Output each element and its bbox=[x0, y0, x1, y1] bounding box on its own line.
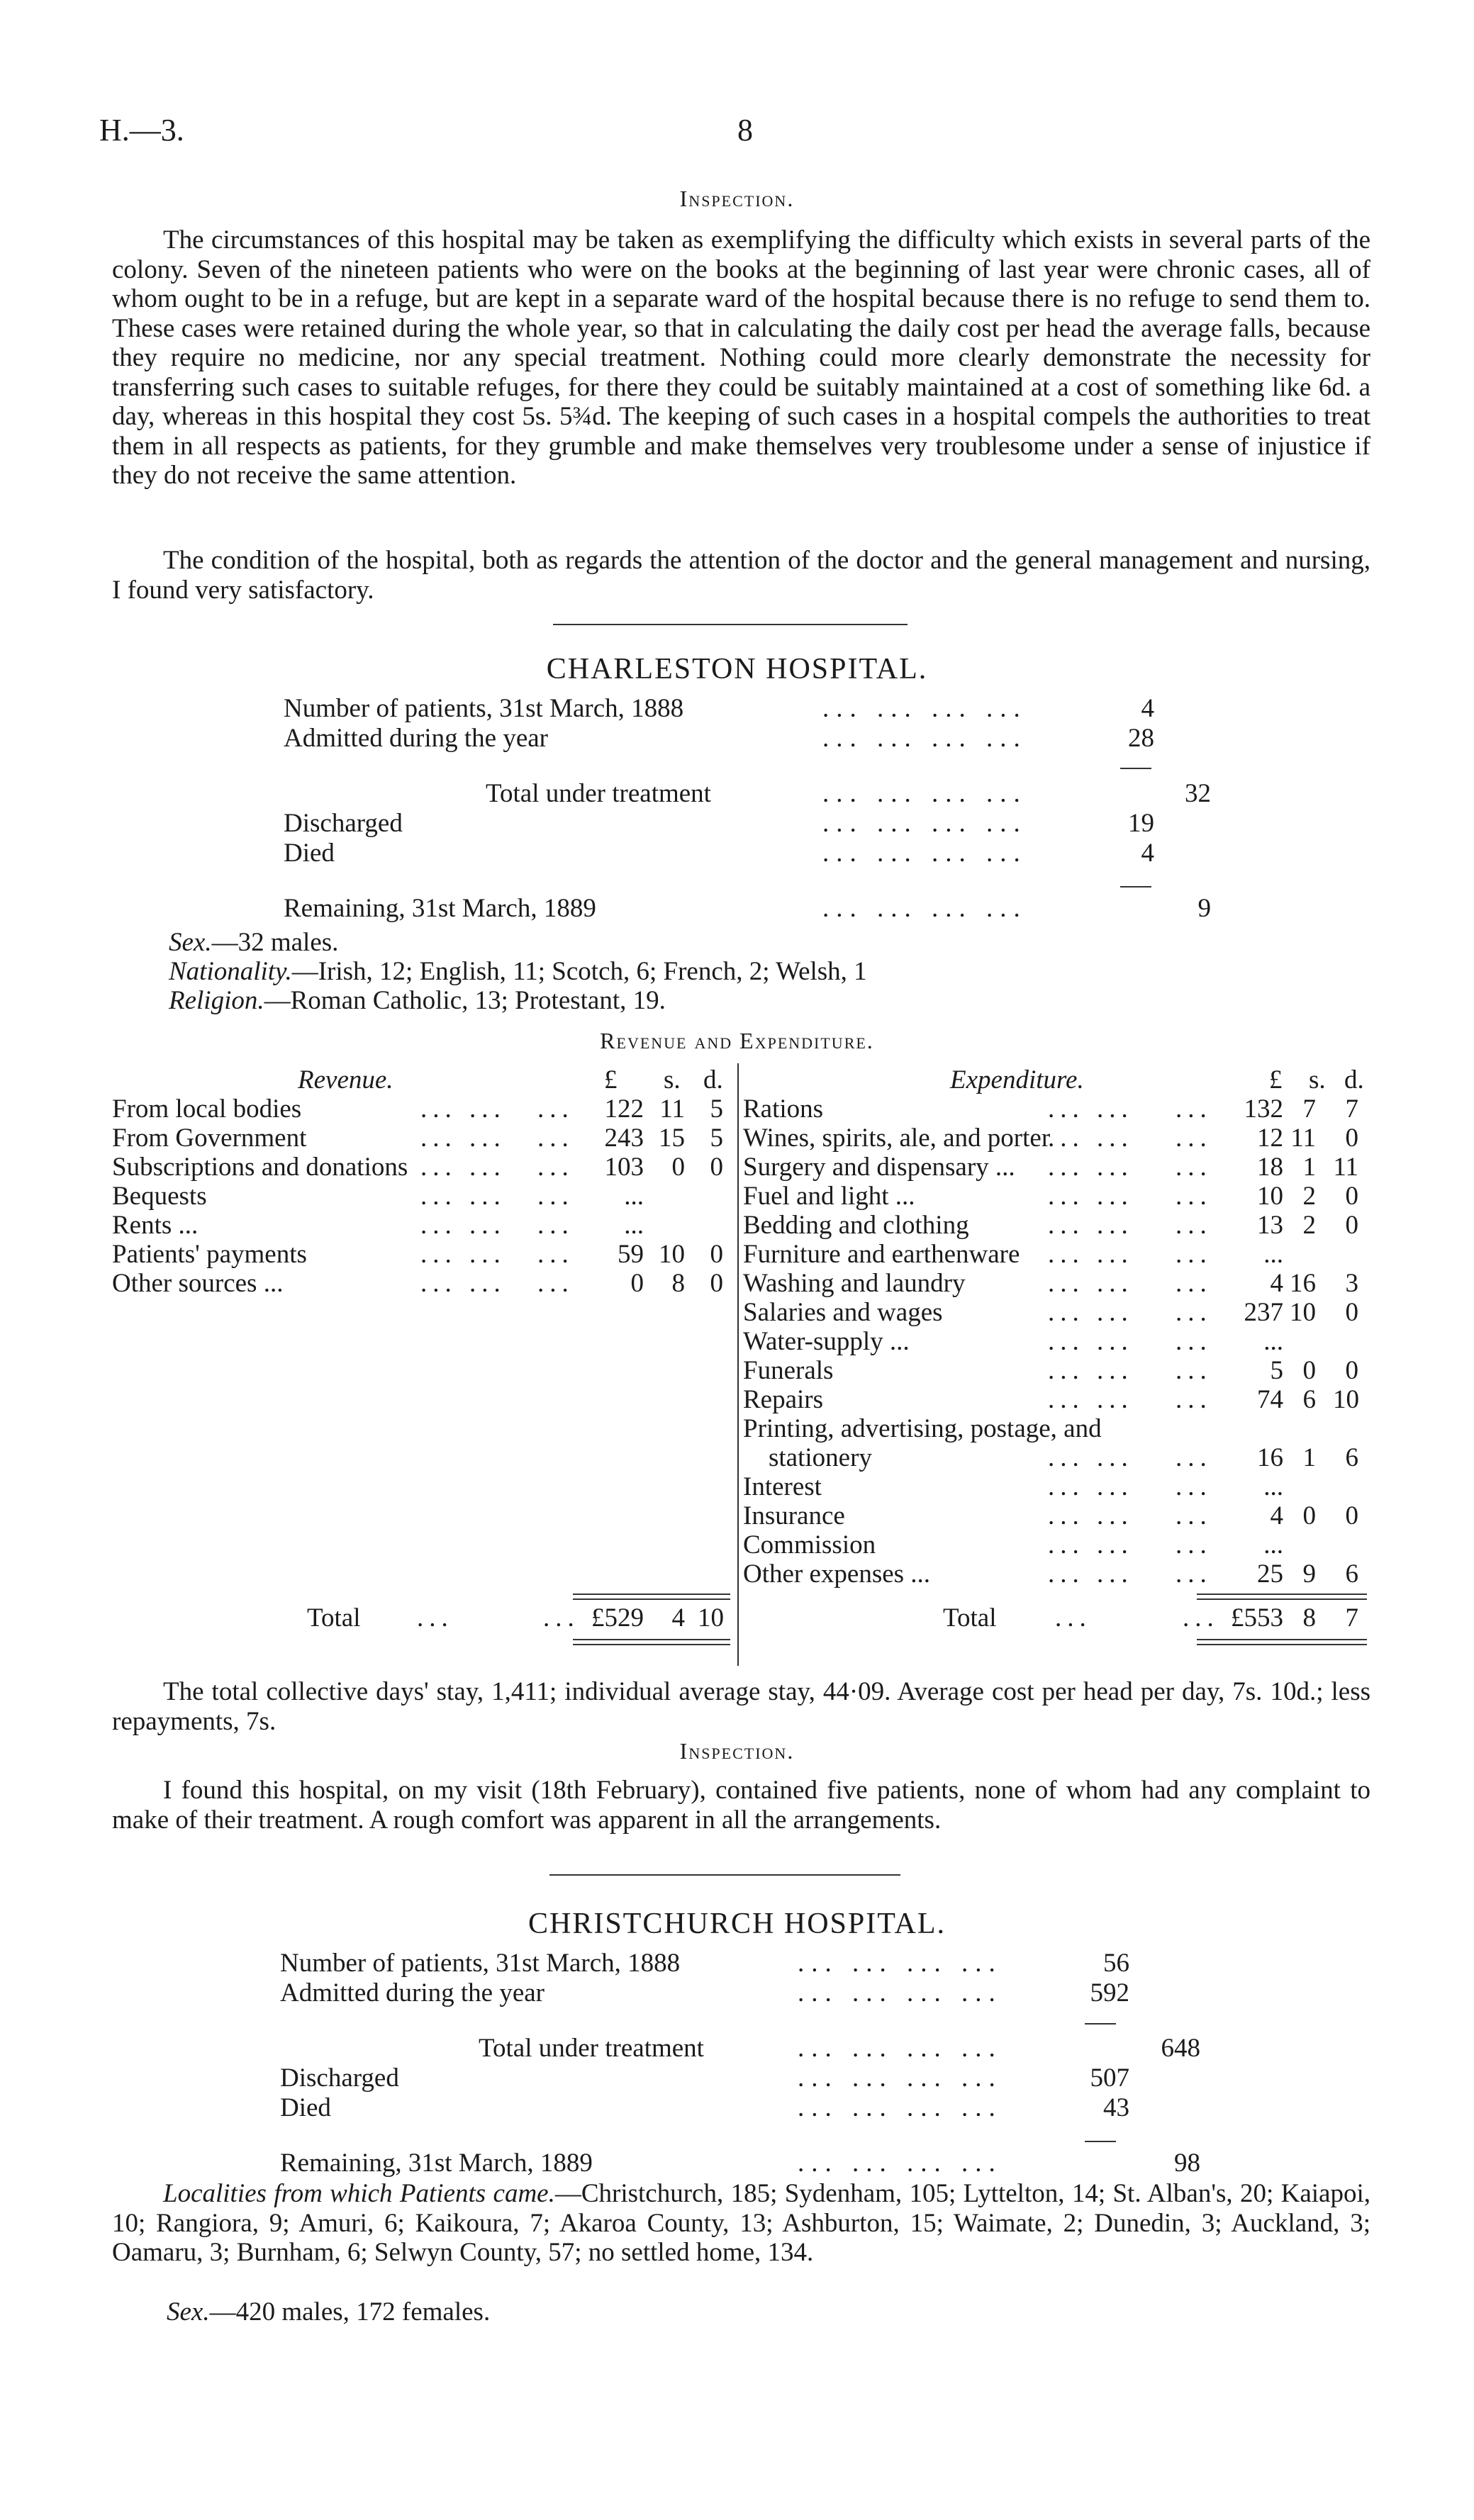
stat-row bbox=[284, 778, 1211, 810]
sum-rule bbox=[1085, 2023, 1116, 2025]
sex-label: Sex. bbox=[167, 2297, 210, 2326]
amount-pounds: 10 bbox=[1257, 1182, 1283, 1211]
revenue-row bbox=[112, 1153, 722, 1182]
expenditure-label: Interest bbox=[743, 1472, 822, 1501]
leader-dots: ... bbox=[537, 1094, 574, 1124]
amount-shillings: 2 bbox=[1302, 1182, 1316, 1211]
stat-row bbox=[280, 2093, 1202, 2124]
leader-dots: ... ... bbox=[420, 1153, 506, 1182]
christchurch-title: CHRISTCHURCH HOSPITAL. bbox=[527, 1908, 947, 1940]
charleston-religion bbox=[169, 985, 666, 1016]
amount-pence: 7 bbox=[1345, 1603, 1358, 1633]
amount-shillings: 15 bbox=[659, 1124, 685, 1153]
leader-dots: ... bbox=[537, 1211, 574, 1240]
revenue-label: From local bodies bbox=[112, 1094, 302, 1124]
leader-dots: ... bbox=[1176, 1298, 1212, 1327]
christchurch-sex bbox=[167, 2297, 490, 2327]
expenditure-label: Furniture and earthenware bbox=[743, 1240, 1020, 1269]
expenditure-label: Repairs bbox=[743, 1385, 824, 1414]
leader-dots: ... bbox=[1176, 1385, 1212, 1414]
leader-dots: ... ... bbox=[420, 1211, 506, 1240]
leader-dots: ... ... ... ... bbox=[798, 2034, 1003, 2063]
leader-dots: ... ... ... ... bbox=[798, 2149, 1003, 2178]
amount-pence: 0 bbox=[710, 1153, 723, 1182]
amount-pence: 0 bbox=[710, 1240, 723, 1269]
sex-value: —420 males, 172 females. bbox=[209, 2297, 491, 2326]
stat-row bbox=[284, 723, 1205, 754]
expenditure-row bbox=[743, 1559, 1367, 1589]
stat-row bbox=[280, 2063, 1202, 2094]
leader-dots: ... ... ... ... bbox=[798, 2063, 1003, 2093]
revenue-heading: Revenue. bbox=[298, 1065, 393, 1094]
expenditure-label: Washing and laundry bbox=[743, 1269, 966, 1298]
amount-pounds: ... bbox=[1263, 1240, 1283, 1269]
sum-rule bbox=[1120, 768, 1151, 769]
amount-shillings: 4 bbox=[671, 1603, 685, 1633]
expenditure-row bbox=[743, 1472, 1367, 1501]
total-label: Total bbox=[307, 1603, 361, 1633]
expenditure-total-rule-bottom bbox=[1197, 1639, 1367, 1645]
stat-label: Total under treatment bbox=[479, 2034, 704, 2063]
amount-shillings: 11 bbox=[659, 1094, 685, 1124]
revenue-label: Other sources ... bbox=[112, 1269, 284, 1298]
revenue-label: From Government bbox=[112, 1124, 307, 1153]
revenue-row bbox=[112, 1124, 722, 1153]
amount-shillings: 9 bbox=[1302, 1559, 1316, 1589]
charleston-inspection-paragraph: I found this hospital, on my visit (18th February), contained five patients, none of whom had any complaint to make of their treatment. A rough comfort was apparent in all the arrangements. bbox=[112, 1776, 1370, 1835]
revenue-expenditure-divider bbox=[737, 1063, 739, 1666]
stat-label: Died bbox=[280, 2093, 331, 2122]
amount-shillings: 8 bbox=[1302, 1603, 1316, 1633]
amount-pounds: 25 bbox=[1257, 1559, 1283, 1589]
amount-pence: 0 bbox=[1345, 1298, 1358, 1327]
stat-value: 19 bbox=[1128, 809, 1154, 838]
charleston-inspection-heading: Inspection. bbox=[679, 1738, 795, 1764]
leader-dots: ... ... ... ... bbox=[822, 779, 1027, 808]
revenue-shilling-header: s. bbox=[664, 1065, 681, 1094]
religion-value: —Roman Catholic, 13; Protestant, 19. bbox=[264, 986, 666, 1015]
page-reference: H.—3. bbox=[99, 113, 184, 147]
expenditure-row bbox=[743, 1501, 1367, 1530]
amount-pence: 10 bbox=[1333, 1385, 1359, 1414]
leader-dots: ... ... bbox=[1048, 1240, 1134, 1269]
amount-pounds: ... bbox=[624, 1211, 644, 1240]
leader-dots: ... ... bbox=[1048, 1501, 1134, 1530]
stat-label: Discharged bbox=[284, 809, 403, 838]
expenditure-label: Salaries and wages bbox=[743, 1298, 943, 1327]
leader-dots: ... ... bbox=[1048, 1298, 1134, 1327]
stat-total: 98 bbox=[1174, 2149, 1200, 2178]
amount-pence: 7 bbox=[1345, 1094, 1358, 1124]
revenue-label: Rents ... bbox=[112, 1211, 199, 1240]
leader-dots: ... bbox=[537, 1124, 574, 1153]
amount-pounds: 5 bbox=[1270, 1356, 1283, 1385]
stat-value: 592 bbox=[1090, 1978, 1129, 2007]
leader-dots: ... bbox=[1176, 1124, 1212, 1153]
amount-pounds: 237 bbox=[1244, 1298, 1283, 1327]
localities-value: —Christchurch, 185; Sydenham, 105; Lyttelton, 14; St. Alban's, 20; Kaiapoi, 10; Rangiora, 9; Amuri, 6; Kaikoura, 7; Akaroa County, 13; Ashburton, 15; Waimate, 2; Dunedin, 3; Auckland, 3; Oamaru, 3; Burnham, 6; Selwyn County, 57; no settled home, 134. bbox=[112, 2179, 1370, 2267]
amount-pence: 10 bbox=[698, 1603, 724, 1633]
amount-pounds: 13 bbox=[1257, 1211, 1283, 1240]
leader-dots: ... bbox=[1183, 1603, 1219, 1633]
revenue-pence-header: d. bbox=[703, 1065, 723, 1094]
revenue-expenditure-heading: Revenue and Expenditure. bbox=[600, 1028, 874, 1053]
amount-pence: 0 bbox=[1345, 1501, 1358, 1530]
revenue-row bbox=[112, 1211, 722, 1240]
expenditure-row bbox=[743, 1356, 1367, 1385]
leader-dots: ... bbox=[543, 1603, 580, 1633]
expenditure-row bbox=[743, 1269, 1367, 1298]
stat-label: Discharged bbox=[280, 2063, 399, 2093]
expenditure-row bbox=[743, 1327, 1367, 1356]
amount-shillings: 10 bbox=[1290, 1298, 1316, 1327]
stat-row bbox=[284, 808, 1205, 839]
stat-total: 648 bbox=[1161, 2034, 1200, 2063]
revenue-row bbox=[112, 1182, 722, 1211]
stat-row bbox=[280, 2033, 1202, 2064]
revenue-label: Subscriptions and donations bbox=[112, 1153, 408, 1182]
amount-pounds: 74 bbox=[1257, 1385, 1283, 1414]
amount-pence: 0 bbox=[1345, 1211, 1358, 1240]
amount-pence: 0 bbox=[1345, 1124, 1358, 1153]
stat-value: 56 bbox=[1103, 1949, 1129, 1978]
amount-pounds: 122 bbox=[604, 1094, 644, 1124]
expenditure-row bbox=[743, 1240, 1367, 1269]
expenditure-row bbox=[743, 1298, 1367, 1327]
revenue-label: Patients' payments bbox=[112, 1240, 307, 1269]
religion-label: Religion. bbox=[169, 986, 264, 1015]
leader-dots: ... ... bbox=[420, 1182, 506, 1211]
leader-dots: ... ... ... ... bbox=[798, 2093, 1003, 2122]
leader-dots: ... ... bbox=[1048, 1094, 1134, 1124]
expenditure-label: Printing, advertising, postage, and bbox=[743, 1414, 1102, 1443]
charleston-sex bbox=[169, 927, 338, 958]
amount-shillings: 10 bbox=[659, 1240, 685, 1269]
leader-dots: ... ... bbox=[1048, 1269, 1134, 1298]
expenditure-row bbox=[743, 1124, 1367, 1153]
amount-pence: 3 bbox=[1345, 1269, 1358, 1298]
stat-row bbox=[280, 1948, 1202, 1979]
expenditure-row bbox=[743, 1211, 1367, 1240]
leader-dots: ... ... bbox=[1048, 1124, 1134, 1153]
expenditure-label: Water-supply ... bbox=[743, 1327, 910, 1356]
amount-pence: 0 bbox=[710, 1269, 723, 1298]
expenditure-row bbox=[743, 1443, 1367, 1472]
stat-value: 28 bbox=[1128, 724, 1154, 753]
leader-dots: ... bbox=[1176, 1443, 1212, 1472]
leader-dots: ... ... bbox=[420, 1124, 506, 1153]
leader-dots: ... bbox=[1176, 1211, 1212, 1240]
total-label: Total bbox=[943, 1603, 997, 1633]
amount-pounds: 0 bbox=[630, 1269, 644, 1298]
amount-shillings: 0 bbox=[1302, 1356, 1316, 1385]
expenditure-label: Insurance bbox=[743, 1501, 845, 1530]
sum-rule bbox=[1085, 2141, 1116, 2142]
leader-dots: ... bbox=[537, 1153, 574, 1182]
amount-pence: 6 bbox=[1345, 1559, 1358, 1589]
stat-label: Number of patients, 31st March, 1888 bbox=[280, 1949, 681, 1978]
leader-dots: ... bbox=[1176, 1153, 1212, 1182]
expenditure-pound-header: £ bbox=[1269, 1065, 1283, 1094]
amount-shillings: 8 bbox=[671, 1269, 685, 1298]
stat-row bbox=[280, 1978, 1202, 2009]
expenditure-label: stationery bbox=[769, 1443, 872, 1472]
amount-pounds: £553 bbox=[1231, 1603, 1283, 1633]
expenditure-row bbox=[743, 1385, 1367, 1414]
stat-value: 4 bbox=[1141, 694, 1154, 723]
charleston-stay-paragraph: The total collective days' stay, 1,411; individual average stay, 44·09. Average cost per head per day, 7s. 10d.; less repayments, 7s. bbox=[112, 1677, 1370, 1736]
leader-dots: ... ... bbox=[1048, 1182, 1134, 1211]
revenue-row bbox=[112, 1269, 722, 1298]
expenditure-label: Surgery and dispensary ... bbox=[743, 1153, 1015, 1182]
amount-pounds: 18 bbox=[1257, 1153, 1283, 1182]
amount-shillings: 2 bbox=[1302, 1211, 1316, 1240]
leader-dots: ... bbox=[417, 1603, 454, 1633]
nationality-label: Nationality. bbox=[169, 957, 292, 986]
amount-shillings: 16 bbox=[1290, 1269, 1316, 1298]
amount-pounds: ... bbox=[1263, 1472, 1283, 1501]
amount-pounds: 12 bbox=[1257, 1124, 1283, 1153]
leader-dots: ... bbox=[1176, 1240, 1212, 1269]
leader-dots: ... ... bbox=[1048, 1530, 1134, 1559]
stat-label: Admitted during the year bbox=[280, 1978, 545, 2007]
stat-label: Total under treatment bbox=[486, 779, 711, 808]
leader-dots: ... bbox=[1176, 1356, 1212, 1385]
leader-dots: ... ... bbox=[1048, 1472, 1134, 1501]
amount-pounds: 59 bbox=[618, 1240, 644, 1269]
leader-dots: ... ... bbox=[1048, 1327, 1134, 1356]
section-divider-2 bbox=[549, 1874, 900, 1876]
stat-label: Admitted during the year bbox=[284, 724, 548, 753]
inspection-paragraph-1: The circumstances of this hospital may be taken as exemplifying the difficulty which exists in several parts of the colony. Seven of the nineteen patients who were on the books at the beginning of last year were chronic cases, all of whom ought to be in a refuge, but are kept in a separate ward of the hospital because there is no refuge to send them to. These cases were retained during the whole year, so that in calculating the daily cost per head the average falls, because they require no medicine, nor any special treatment. Nothing could more clearly demonstrate the necessity for transferring such cases to suitable refuges, for there they could be suitably maintained at a cost of something like 6d. a day, whereas in this hospital they cost 5s. 5¾d. The keeping of such cases in a hospital compels the authorities to treat them in all respects as patients, for they grumble and make themselves very troublesome under a sense of injustice if they do not receive the same attention. bbox=[112, 225, 1370, 490]
expenditure-shilling-header: s. bbox=[1309, 1065, 1326, 1094]
amount-shillings: 7 bbox=[1302, 1094, 1316, 1124]
sum-rule bbox=[1120, 886, 1151, 887]
revenue-total-rule-bottom bbox=[573, 1639, 730, 1645]
page-number: 8 bbox=[737, 113, 753, 147]
leader-dots: ... ... bbox=[1048, 1385, 1134, 1414]
leader-dots: ... ... bbox=[420, 1094, 506, 1124]
amount-pounds: ... bbox=[1263, 1327, 1283, 1356]
leader-dots: ... bbox=[1176, 1559, 1212, 1589]
amount-shillings: 1 bbox=[1302, 1443, 1316, 1472]
leader-dots: ... bbox=[1176, 1182, 1212, 1211]
stat-label: Number of patients, 31st March, 1888 bbox=[284, 694, 684, 723]
expenditure-row bbox=[743, 1414, 1367, 1443]
stat-label: Remaining, 31st March, 1889 bbox=[284, 894, 596, 923]
expenditure-total-rule-top bbox=[1197, 1594, 1367, 1600]
stat-row bbox=[284, 693, 1205, 724]
inspection-heading: Inspection. bbox=[679, 186, 795, 211]
leader-dots: ... ... bbox=[1048, 1443, 1134, 1472]
leader-dots: ... bbox=[537, 1240, 574, 1269]
leader-dots: ... ... bbox=[420, 1240, 506, 1269]
leader-dots: ... bbox=[537, 1182, 574, 1211]
leader-dots: ... ... ... ... bbox=[798, 1978, 1003, 2007]
leader-dots: ... bbox=[537, 1269, 574, 1298]
expenditure-label: Commission bbox=[743, 1530, 876, 1559]
expenditure-label: Rations bbox=[743, 1094, 824, 1124]
localities-label: Localities from which Patients came. bbox=[163, 2179, 555, 2208]
amount-pence: 5 bbox=[710, 1094, 723, 1124]
revenue-total-rule-top bbox=[573, 1594, 730, 1600]
christchurch-localities bbox=[112, 2179, 1370, 2268]
leader-dots: ... ... bbox=[1048, 1153, 1134, 1182]
amount-shillings: 0 bbox=[671, 1153, 685, 1182]
leader-dots: ... ... ... ... bbox=[798, 1949, 1003, 1978]
leader-dots: ... ... ... ... bbox=[822, 839, 1027, 868]
amount-pounds: 132 bbox=[1244, 1094, 1283, 1124]
expenditure-row bbox=[743, 1094, 1367, 1124]
leader-dots: ... ... ... ... bbox=[822, 809, 1027, 838]
amount-pence: 11 bbox=[1333, 1153, 1358, 1182]
revenue-row bbox=[112, 1240, 722, 1269]
amount-shillings: 11 bbox=[1290, 1124, 1316, 1153]
amount-pence: 6 bbox=[1345, 1443, 1358, 1472]
leader-dots: ... bbox=[1055, 1603, 1092, 1633]
expenditure-label: Funerals bbox=[743, 1356, 834, 1385]
amount-pounds: ... bbox=[624, 1182, 644, 1211]
stat-row bbox=[284, 838, 1205, 869]
charleston-nationality bbox=[169, 956, 867, 987]
amount-pounds: 4 bbox=[1270, 1501, 1283, 1530]
expenditure-label: Bedding and clothing bbox=[743, 1211, 969, 1240]
amount-pounds: 16 bbox=[1257, 1443, 1283, 1472]
amount-pence: 0 bbox=[1345, 1182, 1358, 1211]
stat-row bbox=[280, 2148, 1202, 2179]
leader-dots: ... ... ... ... bbox=[822, 724, 1027, 753]
expenditure-row bbox=[743, 1530, 1367, 1559]
amount-pence: 5 bbox=[710, 1124, 723, 1153]
expenditure-row bbox=[743, 1153, 1367, 1182]
amount-pounds: 4 bbox=[1270, 1269, 1283, 1298]
leader-dots: ... ... bbox=[420, 1269, 506, 1298]
expenditure-label: Fuel and light ... bbox=[743, 1182, 915, 1211]
nationality-value: —Irish, 12; English, 11; Scotch, 6; French, 2; Welsh, 1 bbox=[291, 957, 867, 986]
expenditure-label: Other expenses ... bbox=[743, 1559, 931, 1589]
revenue-pound-header: £ bbox=[604, 1065, 618, 1094]
stat-value: 507 bbox=[1090, 2063, 1129, 2093]
revenue-row bbox=[112, 1094, 722, 1124]
leader-dots: ... bbox=[1176, 1472, 1212, 1501]
stat-total: 9 bbox=[1197, 894, 1211, 923]
expenditure-heading: Expenditure. bbox=[950, 1065, 1084, 1094]
leader-dots: ... bbox=[1176, 1269, 1212, 1298]
revenue-total bbox=[112, 1603, 722, 1633]
leader-dots: ... bbox=[1176, 1094, 1212, 1124]
amount-shillings: 1 bbox=[1302, 1153, 1316, 1182]
leader-dots: ... ... bbox=[1048, 1211, 1134, 1240]
stat-row bbox=[284, 893, 1211, 924]
stat-label: Remaining, 31st March, 1889 bbox=[280, 2149, 593, 2178]
section-divider bbox=[553, 624, 908, 625]
expenditure-total bbox=[743, 1603, 1367, 1633]
amount-pounds: 103 bbox=[604, 1153, 644, 1182]
leader-dots: ... bbox=[1176, 1327, 1212, 1356]
amount-shillings: 6 bbox=[1302, 1385, 1316, 1414]
sex-label: Sex. bbox=[169, 928, 212, 957]
leader-dots: ... ... bbox=[1048, 1356, 1134, 1385]
stat-value: 43 bbox=[1103, 2093, 1129, 2122]
expenditure-pence-header: d. bbox=[1344, 1065, 1364, 1094]
stat-total: 32 bbox=[1185, 779, 1211, 808]
sex-value: —32 males. bbox=[211, 928, 339, 957]
amount-shillings: 0 bbox=[1302, 1501, 1316, 1530]
stat-label: Died bbox=[284, 839, 335, 868]
expenditure-row bbox=[743, 1182, 1367, 1211]
expenditure-label: Wines, spirits, ale, and porter bbox=[743, 1124, 1051, 1153]
stat-value: 4 bbox=[1141, 839, 1154, 868]
revenue-label: Bequests bbox=[112, 1182, 207, 1211]
amount-pounds: 243 bbox=[604, 1124, 644, 1153]
amount-pounds: ... bbox=[1263, 1530, 1283, 1559]
leader-dots: ... ... ... ... bbox=[822, 894, 1027, 923]
amount-pence: 0 bbox=[1345, 1356, 1358, 1385]
inspection-paragraph-2: The condition of the hospital, both as regards the attention of the doctor and the general management and nursing, I found very satisfactory. bbox=[112, 546, 1370, 605]
charleston-title: CHARLESTON HOSPITAL. bbox=[546, 653, 928, 685]
leader-dots: ... bbox=[1176, 1501, 1212, 1530]
leader-dots: ... bbox=[1176, 1530, 1212, 1559]
leader-dots: ... ... ... ... bbox=[822, 694, 1027, 723]
leader-dots: ... ... bbox=[1048, 1559, 1134, 1589]
amount-pounds: £529 bbox=[591, 1603, 644, 1633]
